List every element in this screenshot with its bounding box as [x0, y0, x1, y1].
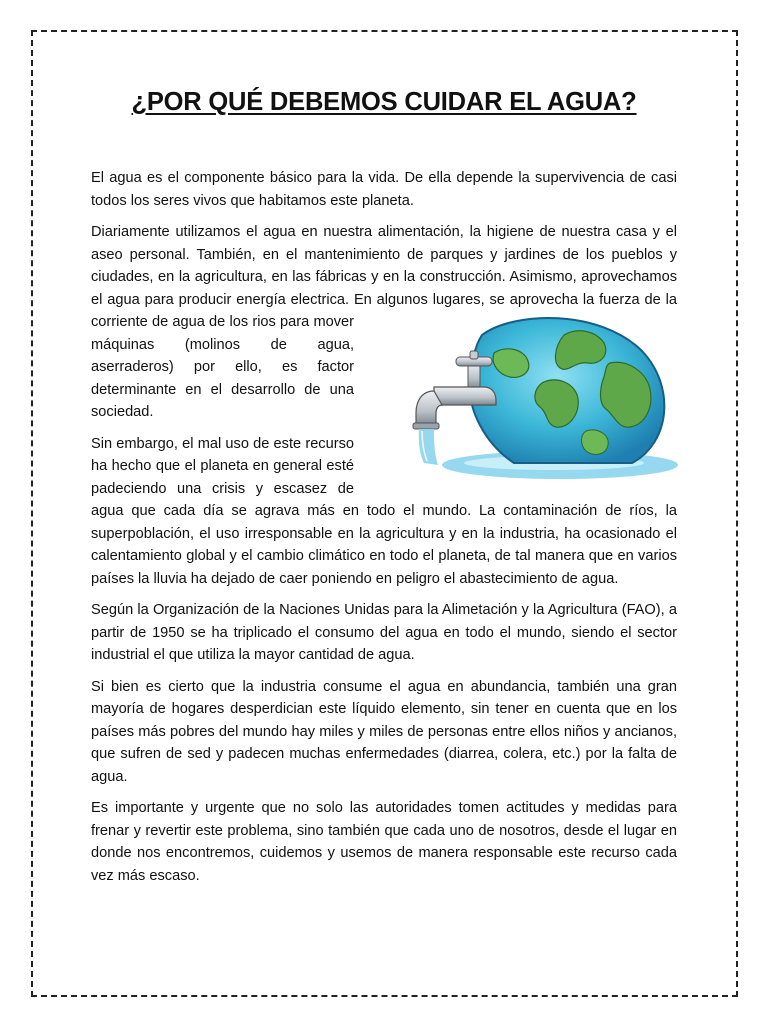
paragraph-2: [91, 221, 677, 424]
page-title: ¿POR QUÉ DEBEMOS CUIDAR EL AGUA?: [131, 88, 637, 116]
paragraph-2-lead: Diariamente utilizamos el agua en nuestra alimentación, la higiene de nuestra casa y el aseo personal. También, en el mantenimiento de parques y jardines de los pueblos y ciudades, en la agricultura, en las fábricas y en la construcción. Asimismo, aprovechamos el agua para producir energía electrica. En algunos: [91, 224, 677, 308]
article-body: [91, 167, 677, 896]
paragraph-6: Es importante y urgente que no solo las autoridades tomen actitudes y medidas para frenar y revertir este problema, sino también que cada uno de nosotros, desde el lugar en donde nos encontremos, cuidemos y usemos de manera responsable este recurso cada vez más escaso.: [91, 800, 677, 884]
paragraph-2-rest: lugares, se aprovecha la fuerza de la corriente de agua de los rios para mover máquinas (molinos de agua, aserraderos) por ello, es factor determinante en el desarrollo de una sociedad.: [91, 291, 677, 420]
paragraph-1: El agua es el componente básico para la vida. De ella depende la supervivencia de casi todos los seres vivos que habitamos este planeta.: [91, 170, 677, 209]
paragraph-3: Sin embargo, el mal uso de este recurso ha hecho que el planeta en general esté padeciendo una crisis y escasez de agua que cada día se agrava más en todo el mundo. La contaminación de ríos, la superpoblación, el uso irresponsable en la agricultura y en la industria, ha ocasionado el calentamiento global y el cambio climático en todo el planeta, de tal manera que en varios países la lluvia ha dejado de caer poniendo en peligro el abastecimiento de agua.: [91, 435, 677, 587]
globe-faucet-icon: [364, 313, 680, 483]
paragraph-5: Si bien es cierto que la industria consume el agua en abundancia, también una gran mayoría de hogares desperdician este líquido elemento, sin tener en cuenta que en los países más pobres del mundo hay miles y miles de personas entre ellos niños y ancianos, que sufren de sed y padecen muchas enfermedades (diarrea, colera, etc.) por la falta de agua.: [91, 678, 677, 785]
globe-faucet-illustration: [364, 313, 680, 483]
paragraph-4: Según la Organización de la Naciones Unidas para la Alimetación y la Agricultura (FAO), a partir de 1950 se ha triplicado el consumo del agua en todo el mundo, siendo el sector industrial el que utiliza la mayor cantidad de agua.: [91, 602, 677, 663]
